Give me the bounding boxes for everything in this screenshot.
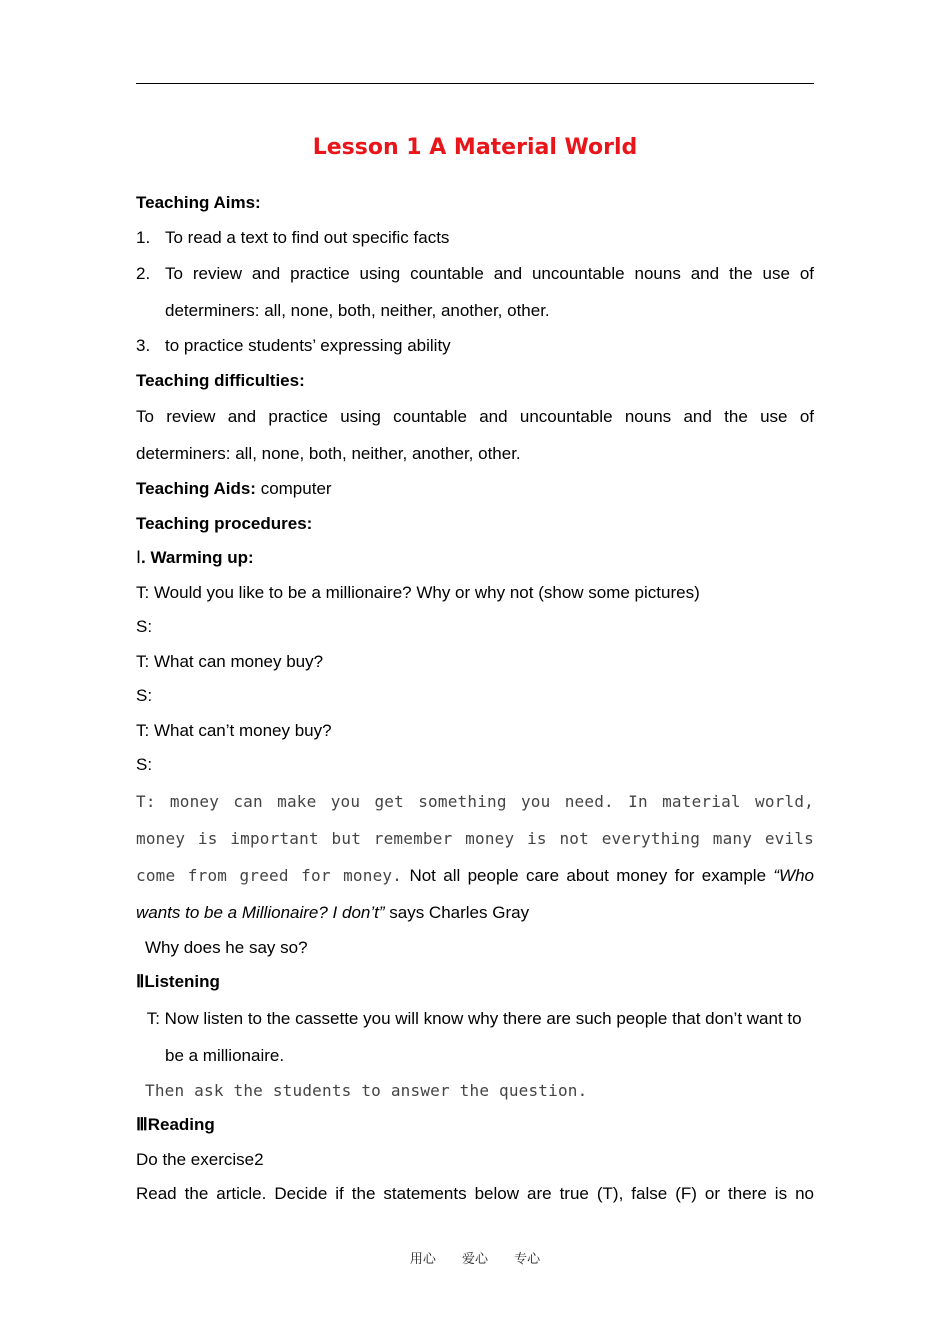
- dialogue-line: T: Would you like to be a millionaire? Why or why not (show some pictures): [136, 582, 700, 602]
- footer-word: 用心: [409, 1252, 436, 1267]
- footer-word: 爱心: [461, 1252, 488, 1267]
- reading-line-2: Read the article. Decide if the statements below are true (T), false (F) or there is no: [136, 1184, 814, 1203]
- question-line: Why does he say so?: [145, 937, 308, 957]
- footer-word: 专心: [514, 1252, 541, 1267]
- header-rule: [136, 83, 814, 84]
- procedures-heading: Teaching procedures:: [136, 513, 313, 533]
- dialogue-line: T: What can money buy?: [136, 651, 324, 671]
- dialogue-line: S:: [136, 755, 153, 774]
- listening-text: T: Now listen to the cassette you will know why there are such people that don’t want to be a millionaire.: [146, 1008, 802, 1065]
- reading-line-1: Do the exercise2: [136, 1149, 264, 1169]
- dialogue-line: T: What can’t money buy?: [136, 720, 332, 740]
- aim-item-3: 3. to practice students’ expressing ability: [136, 336, 451, 355]
- difficulties-heading: Teaching difficulties:: [136, 370, 305, 390]
- money-paragraph: T: money can make you get something you need. In material world, money is important but remember money is not everything many evils come from greed for money. Not all people care about money for example “Who wants to be a Millionaire? I don’t” says Charles Gray: [136, 791, 814, 922]
- difficulties-text: To review and practice using countable and uncountable nouns and the use of determiners: all, none, both, neither, another, other.: [136, 407, 814, 463]
- listening-heading: ⅡListening: [136, 972, 220, 991]
- aim-item-2: 2. To review and practice using countable and uncountable nouns and the use of determiners: all, none, both, neither, another, other.: [136, 264, 814, 320]
- listening-instruction: Then ask the students to answer the question.: [145, 1080, 588, 1100]
- reading-heading: ⅢReading: [136, 1115, 215, 1134]
- aims-heading: Teaching Aims:: [136, 193, 261, 212]
- aids-line: Teaching Aids: computer: [136, 479, 332, 498]
- warming-heading: Ⅰ. Warming up:: [136, 548, 254, 567]
- aim-item-1: 1. To read a text to find out specific facts: [136, 227, 450, 247]
- dialogue-line: S:: [136, 686, 153, 705]
- document-body: [136, 186, 814, 1212]
- page-title: Lesson 1 A Material World: [312, 135, 638, 160]
- page-footer: [0, 1248, 950, 1267]
- dialogue-line: S:: [136, 617, 153, 636]
